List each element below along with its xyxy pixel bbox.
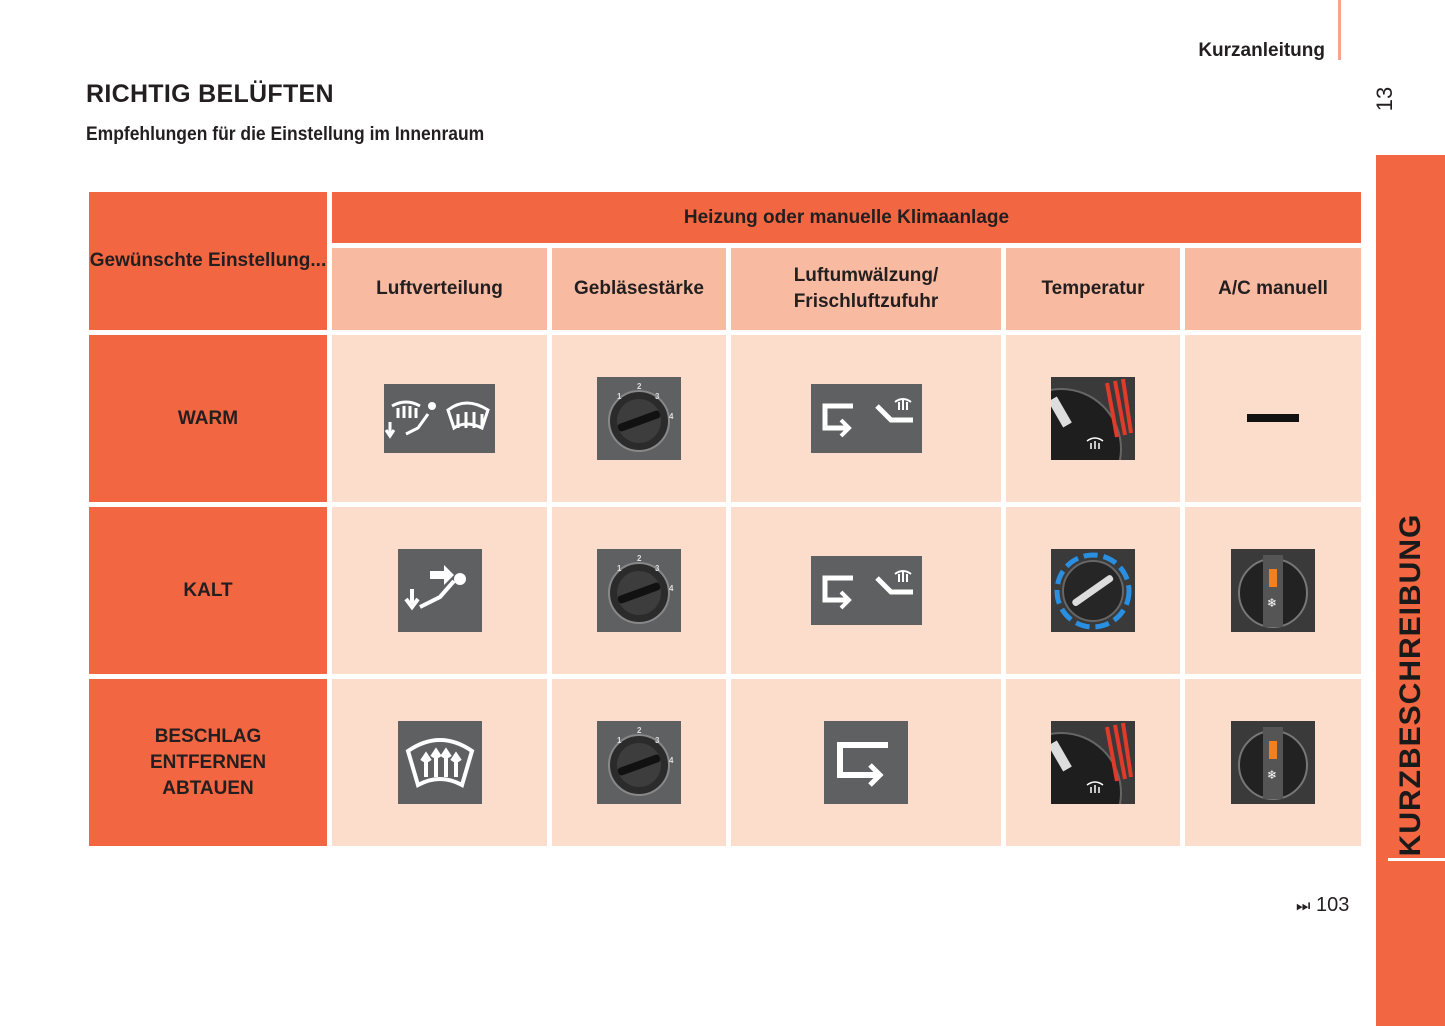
recirculation-fresh-air-icon bbox=[811, 556, 922, 625]
table-cell bbox=[332, 507, 547, 674]
face-and-feet-vent-icon bbox=[398, 549, 482, 632]
row-label: BESCHLAG ENTFERNEN ABTAUEN bbox=[89, 679, 327, 846]
temperature-dial-cold-icon bbox=[1051, 549, 1135, 632]
table-cell bbox=[552, 507, 726, 674]
table-cell bbox=[1185, 679, 1361, 846]
header-rule bbox=[1338, 0, 1341, 60]
row-header-label: Gewünschte Einstellung... bbox=[89, 192, 327, 330]
column-header: Gebläsestärke bbox=[552, 248, 726, 330]
ventilation-table bbox=[84, 187, 1366, 851]
table-cell bbox=[552, 335, 726, 502]
svg-text:4: 4 bbox=[669, 756, 674, 765]
section-label: Kurzanleitung bbox=[1198, 40, 1325, 61]
recirculation-fresh-air-icon bbox=[811, 384, 922, 453]
table-cell bbox=[332, 679, 547, 846]
windscreen-defrost-icon bbox=[398, 721, 482, 804]
blower-dial-icon bbox=[597, 377, 681, 460]
svg-text:1: 1 bbox=[617, 564, 622, 573]
page-title: RICHTIG BELÜFTEN bbox=[86, 80, 334, 108]
svg-text:4: 4 bbox=[669, 412, 674, 421]
ac-dial-icon bbox=[1231, 549, 1315, 632]
side-tab-label-wrap bbox=[1376, 155, 1445, 1026]
ac-dial-icon bbox=[1231, 721, 1315, 804]
table-cell bbox=[1185, 507, 1361, 674]
temperature-dial-hot-icon bbox=[1051, 721, 1135, 804]
svg-text:2: 2 bbox=[637, 726, 642, 735]
not-applicable-dash bbox=[1247, 414, 1299, 422]
svg-text:2: 2 bbox=[637, 554, 642, 563]
table-cell bbox=[1185, 335, 1361, 502]
table-cell bbox=[332, 335, 547, 502]
table-cell bbox=[731, 507, 1001, 674]
column-header: Luftumwälzung/ Frischluftzufuhr bbox=[731, 248, 1001, 330]
svg-text:3: 3 bbox=[655, 736, 660, 745]
svg-text:1: 1 bbox=[617, 736, 622, 745]
side-tab-divider bbox=[1388, 858, 1445, 861]
svg-text:3: 3 bbox=[655, 392, 660, 401]
svg-text:1: 1 bbox=[617, 392, 622, 401]
column-header: Temperatur bbox=[1006, 248, 1180, 330]
temperature-dial-hot-icon bbox=[1051, 377, 1135, 460]
blower-dial-icon bbox=[597, 549, 681, 632]
table-cell bbox=[1006, 679, 1180, 846]
column-header: Luftverteilung bbox=[332, 248, 547, 330]
chapter-number: 13 bbox=[1372, 86, 1397, 112]
table-cell bbox=[1006, 507, 1180, 674]
column-header: A/C manuell bbox=[1185, 248, 1361, 330]
page-footer bbox=[1296, 894, 1349, 917]
svg-text:3: 3 bbox=[655, 564, 660, 573]
svg-text:4: 4 bbox=[669, 584, 674, 593]
side-tab-label: KURZBESCHREIBUNG bbox=[1393, 513, 1427, 857]
next-page-icon[interactable]: ⏭ bbox=[1296, 898, 1311, 915]
row-label: WARM bbox=[89, 335, 327, 502]
table-cell bbox=[552, 679, 726, 846]
blower-dial-icon bbox=[597, 721, 681, 804]
windscreen-and-feet-vent-icon bbox=[384, 384, 495, 453]
svg-text:❄: ❄ bbox=[1267, 596, 1278, 610]
table-cell bbox=[1006, 335, 1180, 502]
table-cell bbox=[731, 679, 1001, 846]
row-label: KALT bbox=[89, 507, 327, 674]
svg-text:2: 2 bbox=[637, 382, 642, 391]
table-cell bbox=[731, 335, 1001, 502]
svg-text:❄: ❄ bbox=[1267, 768, 1278, 782]
group-header: Heizung oder manuelle Klimaanlage bbox=[332, 192, 1361, 243]
page-subtitle: Empfehlungen für die Einstellung im Innenraum bbox=[86, 124, 485, 145]
page-number: 103 bbox=[1315, 894, 1350, 916]
recirculation-icon bbox=[824, 721, 908, 804]
